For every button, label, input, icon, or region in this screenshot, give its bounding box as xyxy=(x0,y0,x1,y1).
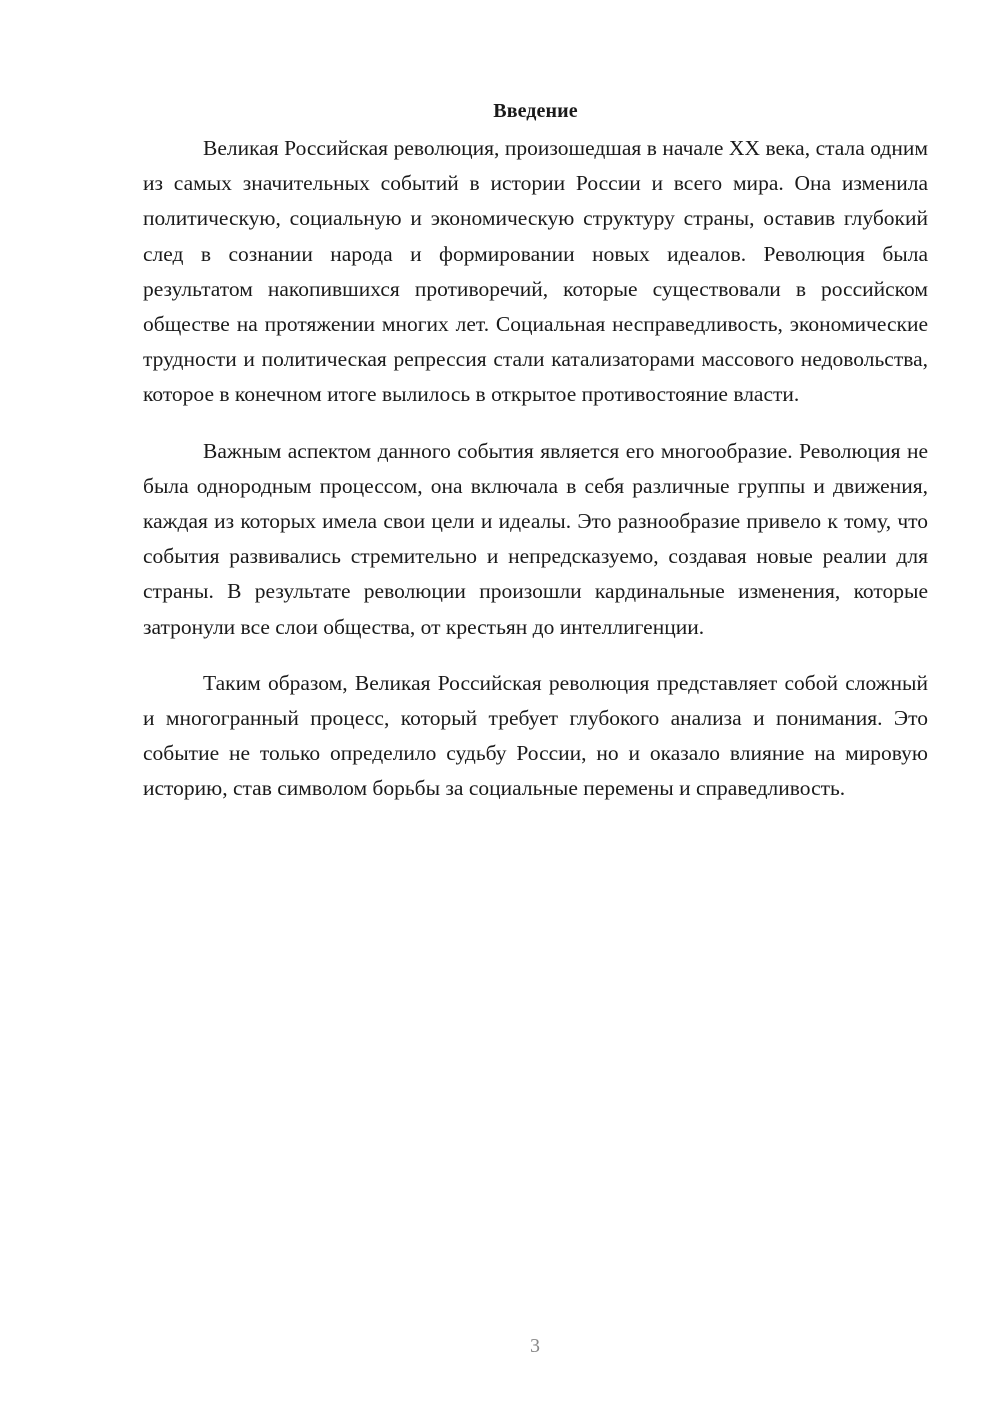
section-title: Введение xyxy=(493,100,578,122)
page-number: 3 xyxy=(530,1335,540,1357)
page-content xyxy=(143,96,928,828)
paragraph-3: Таким образом, Великая Российская революция представляет собой сложный и многогранный процесс, который требует глубокого анализа и понимания. Это событие не только определило судьбу России, но и оказало влияние на мировую историю, став символом борьбы за социальные перемены и справедливость. xyxy=(143,670,928,801)
paragraph-2: Важным аспектом данного события является его многообразие. Революция не была однородным процессом, она включала в себя различные группы и движения, каждая из которых имела свои цели и идеалы. Это разнообразие привело к тому, что события развивались стремительно и непредсказуемо, создавая новые реалии для страны. В результате революции произошли кардинальные изменения, которые затронули все слои общества, от крестьян до интеллигенции. xyxy=(143,438,928,639)
paragraph-1: Великая Российская революция, произошедшая в начале XX века, стала одним из самых значительных событий в истории России и всего мира. Она изменила политическую, социальную и экономическую структуру страны, оставив глубокий след в сознании народа и формировании новых идеалов. Революция была результатом накопившихся противоречий, которые существовали в российском обществе на протяжении многих лет. Социальная несправедливость, экономические трудности и политическая репрессия стали катализаторами массового недовольства, которое в конечном итоге вылилось в открытое противостояние власти. xyxy=(143,136,928,407)
